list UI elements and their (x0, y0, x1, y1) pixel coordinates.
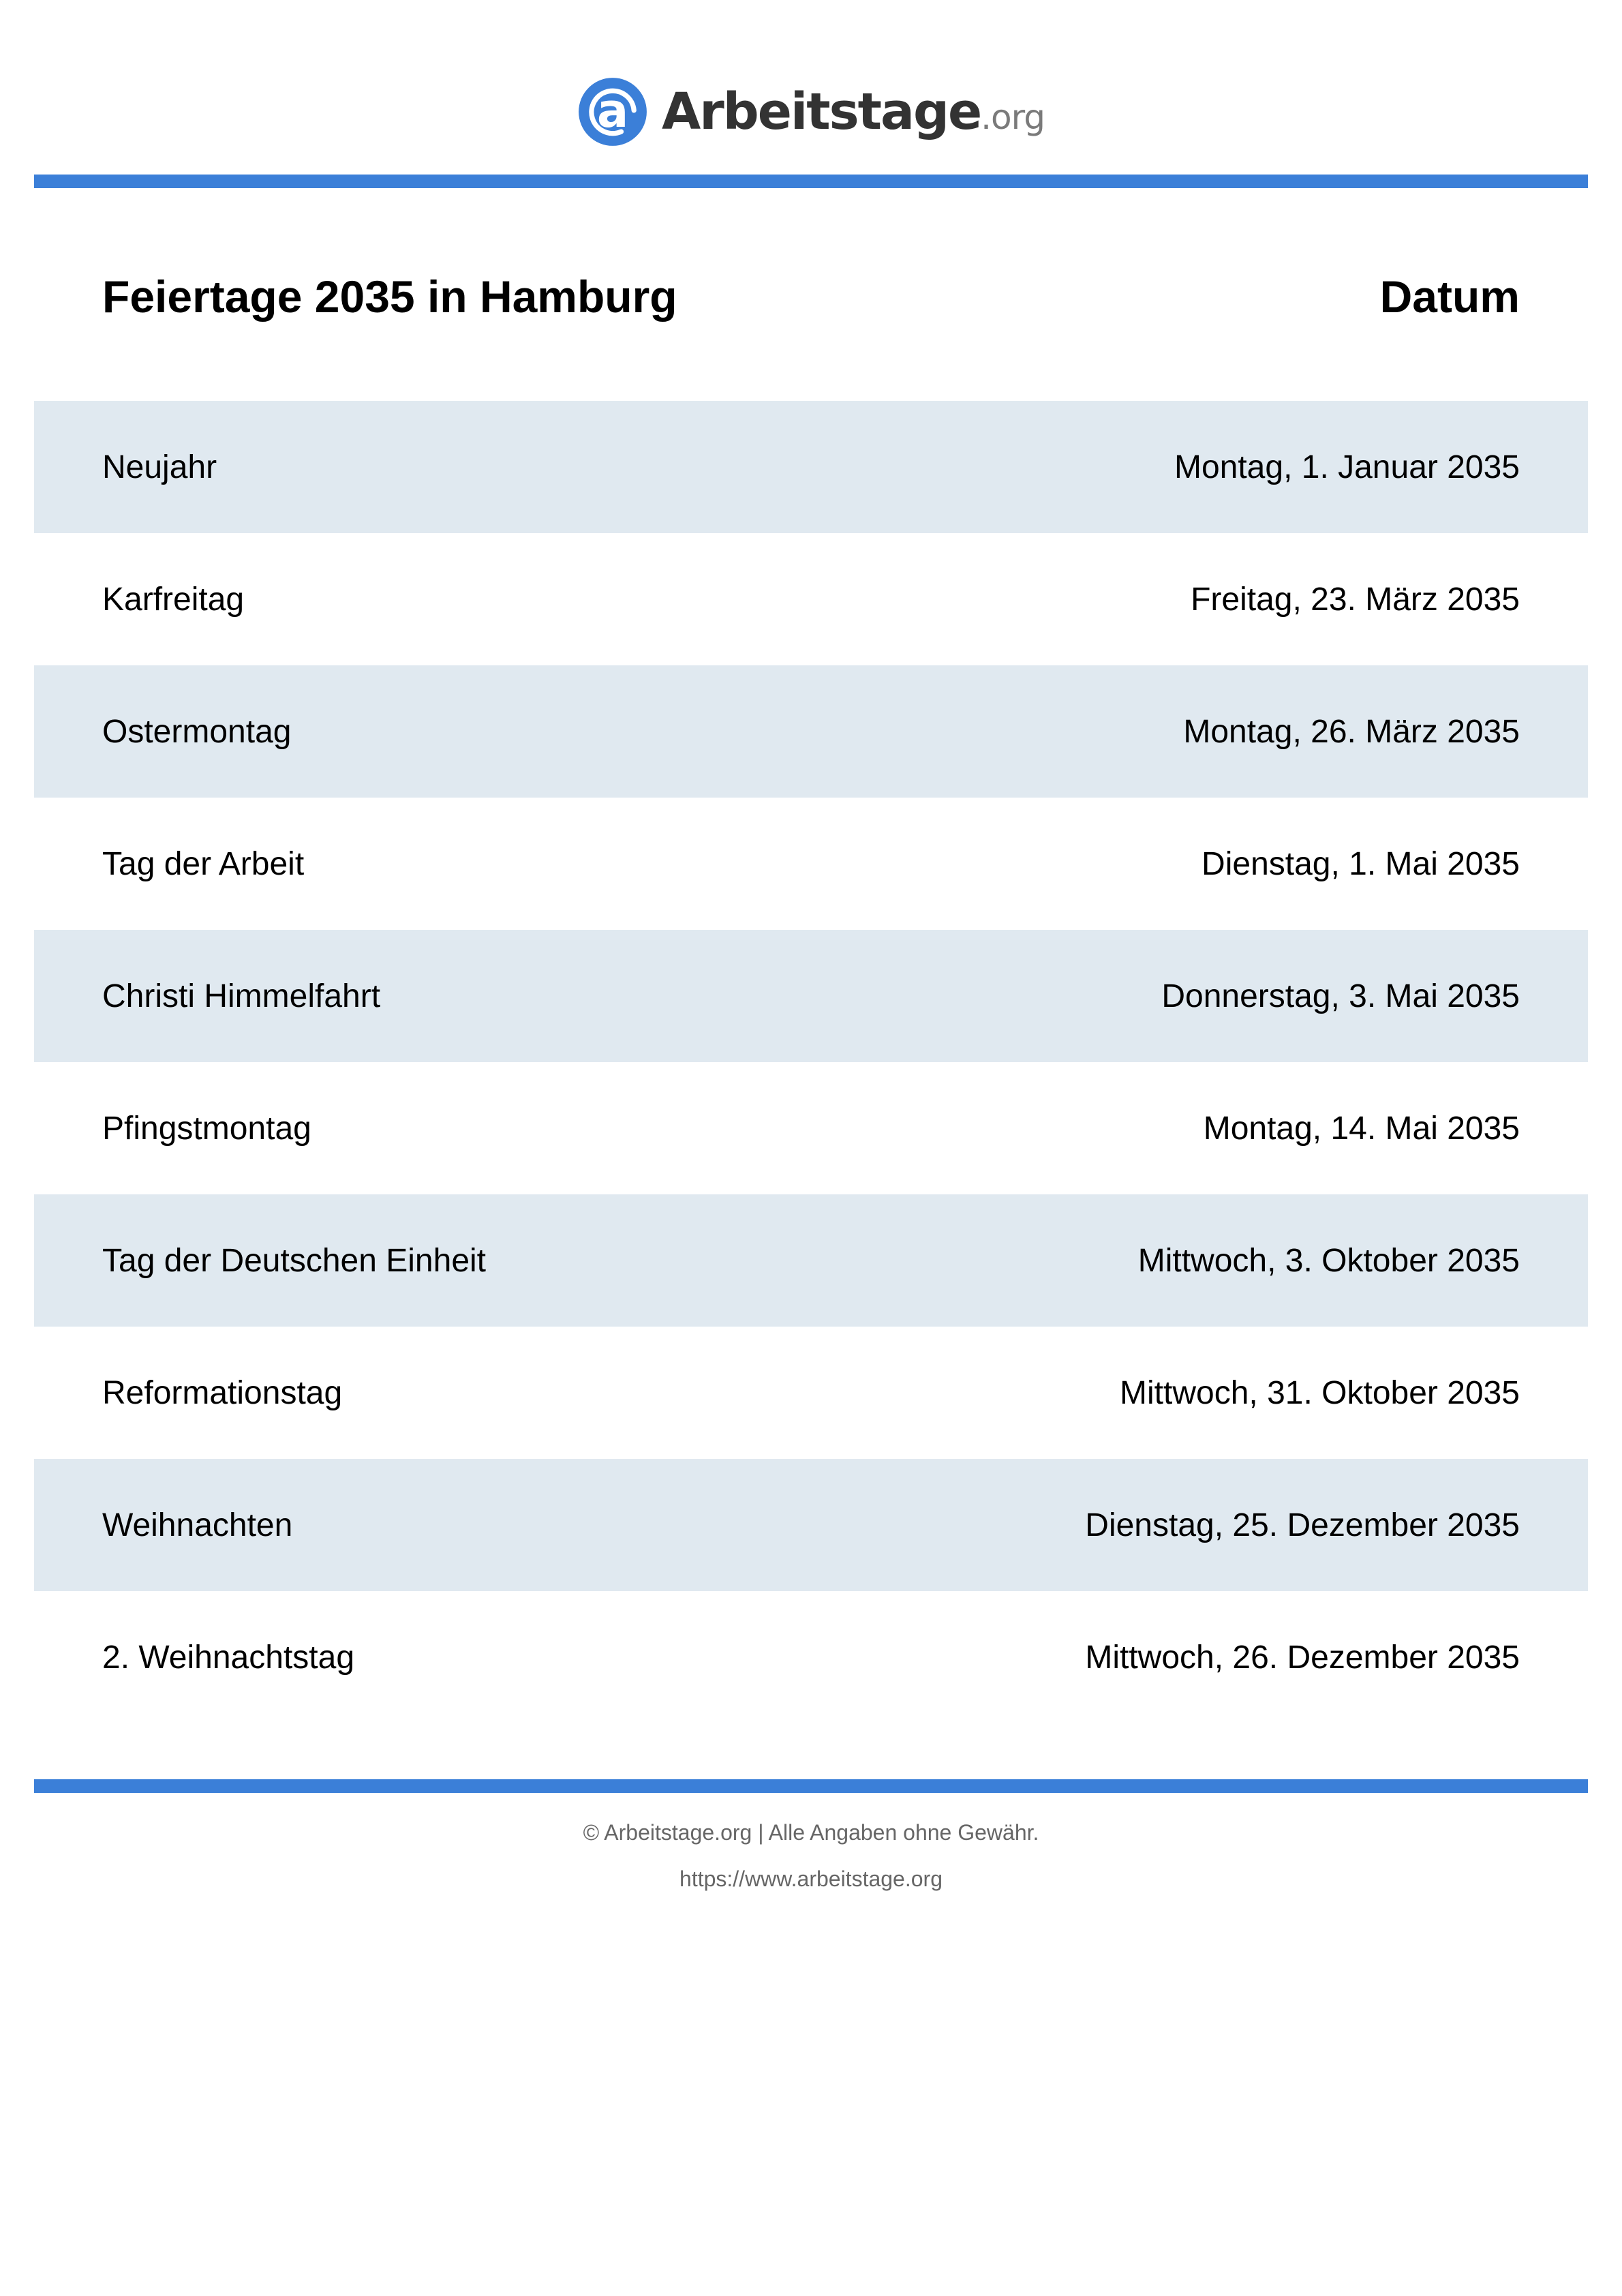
holiday-name: Neujahr (102, 449, 217, 485)
holiday-date: Mittwoch, 31. Oktober 2035 (1120, 1374, 1520, 1411)
holiday-date: Dienstag, 1. Mai 2035 (1202, 845, 1520, 882)
page-title: Feiertage 2035 in Hamburg (102, 271, 677, 322)
holiday-name: Ostermontag (102, 713, 292, 750)
table-row (34, 665, 1588, 798)
holiday-date: Montag, 1. Januar 2035 (1174, 449, 1520, 485)
table-row (34, 1062, 1588, 1194)
svg-text:a: a (596, 83, 629, 138)
logo-tld: .org (981, 97, 1045, 137)
holiday-name: Pfingstmontag (102, 1110, 311, 1147)
holiday-date: Dienstag, 25. Dezember 2035 (1085, 1507, 1520, 1543)
holiday-name: Tag der Arbeit (102, 845, 305, 882)
holiday-date: Montag, 14. Mai 2035 (1203, 1110, 1520, 1147)
table-row (34, 798, 1588, 930)
logo-wordmark (662, 82, 1045, 141)
table-row (34, 1194, 1588, 1327)
date-column-header: Datum (1379, 271, 1520, 322)
holiday-date: Freitag, 23. März 2035 (1191, 581, 1520, 618)
holiday-date: Donnerstag, 3. Mai 2035 (1161, 978, 1520, 1014)
table-row (34, 401, 1588, 533)
holiday-name: Reformationstag (102, 1374, 343, 1411)
holiday-date: Mittwoch, 26. Dezember 2035 (1085, 1639, 1520, 1676)
holiday-name: Tag der Deutschen Einheit (102, 1242, 487, 1279)
logo-name: Arbeitstage (661, 82, 981, 141)
at-sign-icon (577, 76, 648, 147)
table-row (34, 1591, 1588, 1723)
holiday-name: Weihnachten (102, 1507, 293, 1543)
header-divider (34, 175, 1588, 188)
footer-divider (34, 1779, 1588, 1793)
holiday-date: Mittwoch, 3. Oktober 2035 (1137, 1242, 1520, 1279)
footer-copyright: © Arbeitstage.org | Alle Angaben ohne Gewähr. (583, 1820, 1039, 1845)
table-header (34, 252, 1588, 341)
table-row (34, 1327, 1588, 1459)
site-logo[interactable] (0, 71, 1622, 153)
logo-group (577, 76, 1045, 147)
holiday-date: Montag, 26. März 2035 (1183, 713, 1520, 750)
holiday-name: Karfreitag (102, 581, 245, 618)
holiday-list (34, 401, 1588, 1723)
table-row (34, 533, 1588, 665)
holiday-name: 2. Weihnachtstag (102, 1639, 355, 1676)
table-row (34, 1459, 1588, 1591)
footer-url-link[interactable]: https://www.arbeitstage.org (679, 1867, 943, 1891)
table-row (34, 930, 1588, 1062)
holiday-name: Christi Himmelfahrt (102, 978, 381, 1014)
